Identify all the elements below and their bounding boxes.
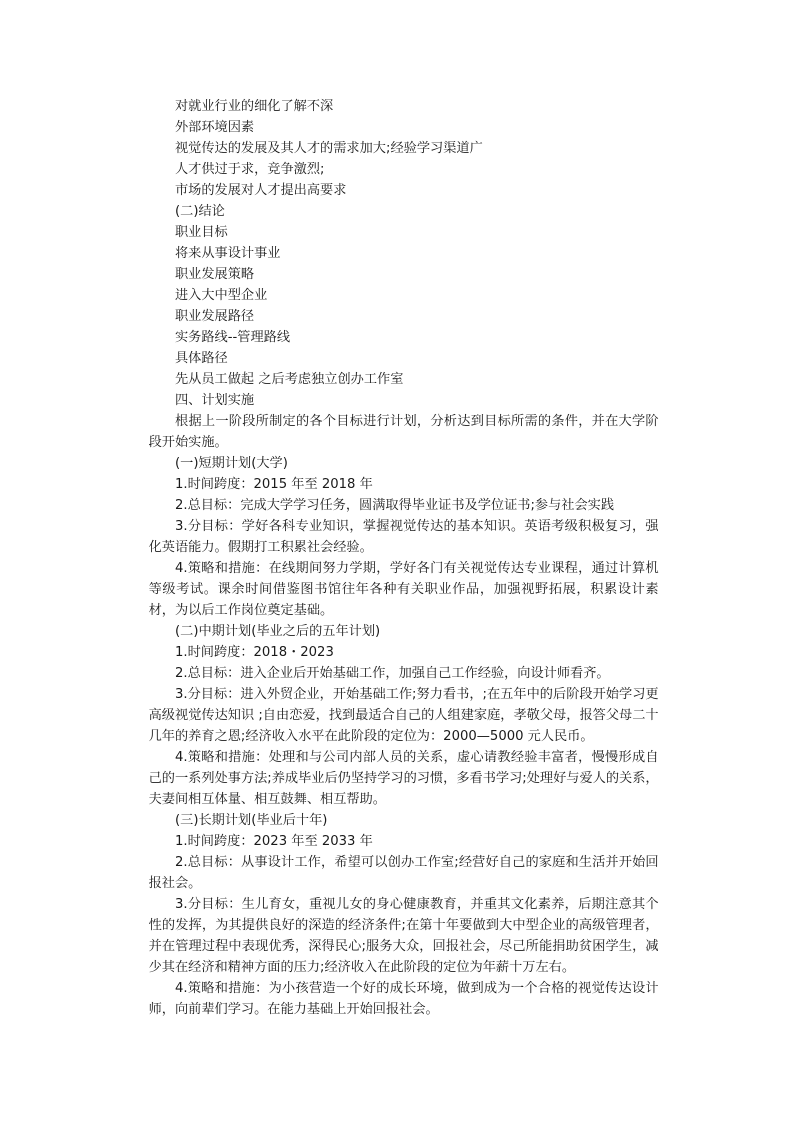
short-term-strategy: 4.策略和措施：在线期间努力学期，学好各门有关视觉传达专业课程，通过计算机等级考试。课余时间借鉴图书馆往年各种有关职业作品，加强视野拓展，积累设计素材，为以后工作岗位奠定基础。 <box>148 561 659 618</box>
short-term-heading: (一)短期计划(大学) <box>175 456 288 471</box>
text-line: 职业发展策略 <box>175 267 255 282</box>
text-line: 实务路线--管理路线 <box>175 330 291 345</box>
short-term-overall-goal: 2.总目标：完成大学学习任务，圆满取得毕业证书及学位证书;参与社会实践 <box>175 498 615 513</box>
section-heading-conclusion: (二)结论 <box>175 204 225 219</box>
text-line: 外部环境因素 <box>175 120 255 135</box>
mid-term-strategy: 4.策略和措施：处理和与公司内部人员的关系，虚心请教经验丰富者，慢慢形成自己的一系列处事方法;养成毕业后仍坚持学习的习惯，多看书学习;处理好与爱人的关系，夫妻间相互体量、相互鼓舞、相互帮助。 <box>148 750 659 807</box>
mid-term-sub-goal: 3.分目标：进入外贸企业，开始基础工作;努力看书，;在五年中的后阶段开始学习更高级视觉传达知识 ;自由恋爱，找到最适合自己的人组建家庭，孝敬父母，报答父母二十几年的养育之恩;经济收入水平在此阶段的定位为：2000—5000 元人民币。 <box>148 687 659 744</box>
section-heading-plan: 四、计划实施 <box>175 393 255 408</box>
text-line: 具体路径 <box>175 351 228 366</box>
mid-term-overall-goal: 2.总目标：进入企业后开始基础工作，加强自己工作经验，向设计师看齐。 <box>175 666 610 681</box>
mid-term-time-span: 1.时间跨度：2018・2023 <box>175 645 334 660</box>
text-line: 视觉传达的发展及其人才的需求加大;经验学习渠道广 <box>175 141 483 156</box>
text-line: 职业发展路径 <box>175 309 255 324</box>
text-line: 进入大中型企业 <box>175 288 268 303</box>
long-term-overall-goal: 2.总目标：从事设计工作，希望可以创办工作室;经营好自己的家庭和生活并开始回报社会。 <box>148 855 659 891</box>
plan-intro-paragraph: 根据上一阶段所制定的各个目标进行计划，分析达到目标所需的条件，并在大学阶段开始实施。 <box>148 414 659 450</box>
long-term-heading: (三)长期计划(毕业后十年) <box>175 813 328 828</box>
text-line: 先从员工做起 之后考虑独立创办工作室 <box>175 372 404 387</box>
text-line: 对就业行业的细化了解不深 <box>175 99 334 114</box>
long-term-strategy: 4.策略和措施：为小孩营造一个好的成长环境，做到成为一个合格的视觉传达设计师，向前辈们学习。在能力基础上开始回报社会。 <box>148 981 659 1017</box>
short-term-time-span: 1.时间跨度：2015 年至 2018 年 <box>175 477 373 492</box>
long-term-time-span: 1.时间跨度：2023 年至 2033 年 <box>175 834 373 849</box>
short-term-sub-goal: 3.分目标：学好各科专业知识，掌握视觉传达的基本知识。英语考级积极复习，强化英语能力。假期打工积累社会经验。 <box>148 519 659 555</box>
long-term-sub-goal: 3.分目标：生儿育女，重视儿女的身心健康教育，并重其文化素养，后期注意其个性的发挥，为其提供良好的深造的经济条件;在第十年要做到大中型企业的高级管理者，并在管理过程中表现优秀，深得民心;服务大众，回报社会，尽己所能捐助贫困学生，减少其在经济和精神方面的压力;经济收入在此阶段的定位为年薪十万左右。 <box>148 897 659 975</box>
text-line: 人才供过于求，竞争激烈; <box>175 162 325 177</box>
text-line: 职业目标 <box>175 225 228 240</box>
text-line: 市场的发展对人才提出高要求 <box>175 183 347 198</box>
document-page <box>148 96 685 1020</box>
mid-term-heading: (二)中期计划(毕业之后的五年计划) <box>175 624 381 639</box>
text-line: 将来从事设计事业 <box>175 246 281 261</box>
